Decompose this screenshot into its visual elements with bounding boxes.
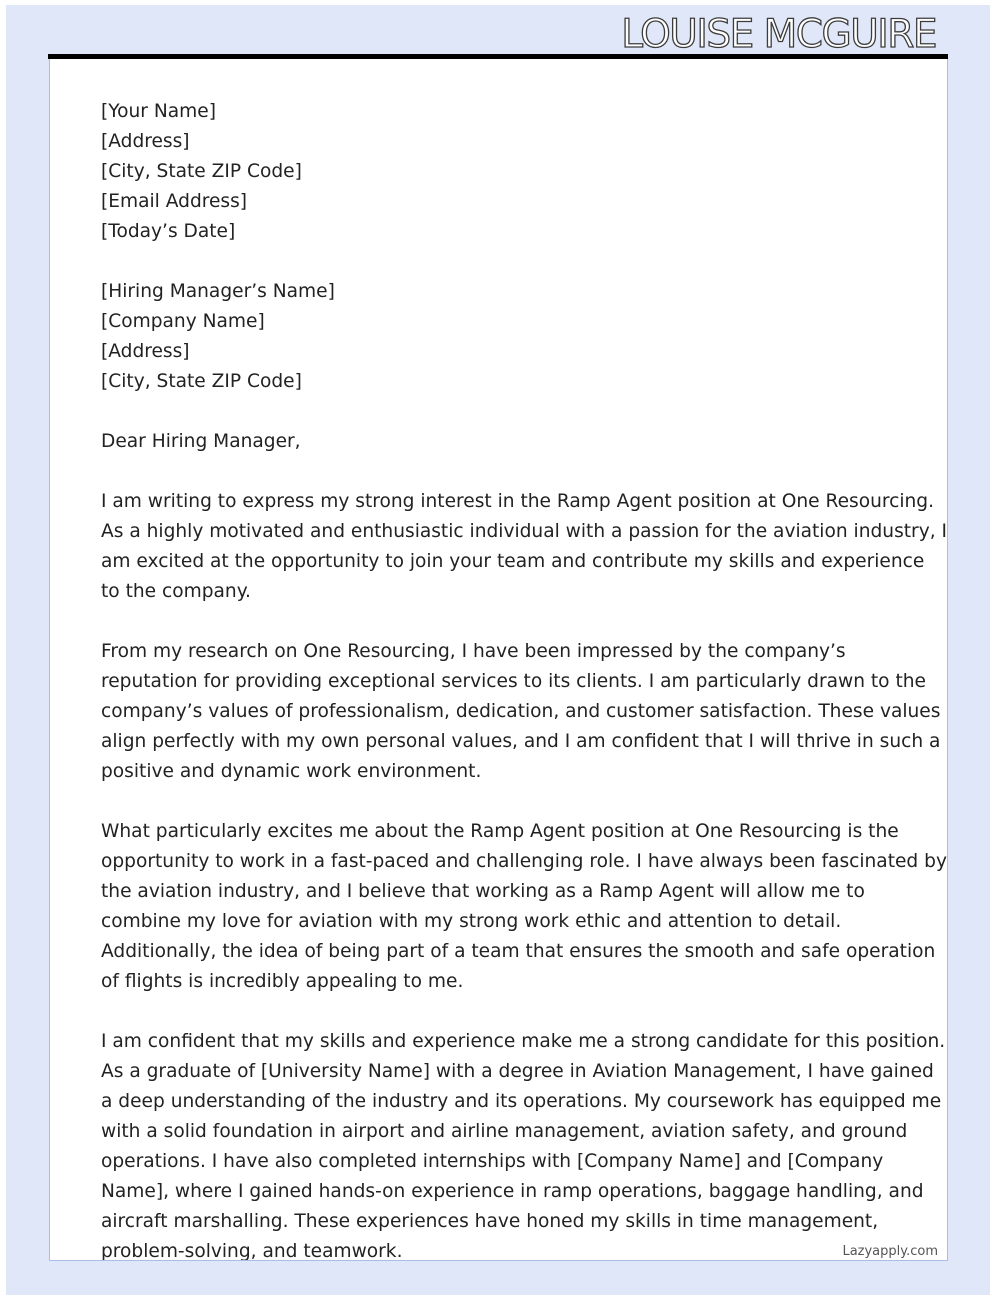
sender-city: [City, State ZIP Code] [101,161,302,182]
sender-name: [Your Name] [101,101,216,122]
applicant-name: LOUISE MCGUIRE [621,12,936,57]
letter-paragraphs [101,487,947,1261]
paragraph-line: reputation for providing exceptional services to its clients. I am particularly drawn to the [101,671,926,692]
paragraph-line: I am writing to express my strong interest in the Ramp Agent position at One Resourcing. [101,491,934,512]
paragraph-line: What particularly excites me about the Ramp Agent position at One Resourcing is the [101,821,899,842]
letter-body [101,97,947,1261]
paragraph-line: the aviation industry, and I believe that working as a Ramp Agent will allow me to [101,881,865,902]
watermark: Lazyapply.com [842,1244,938,1259]
paragraph-line: I am confident that my skills and experience make me a strong candidate for this position. [101,1031,946,1052]
sender-address: [Address] [101,131,190,152]
paragraph-line: to the company. [101,581,251,602]
salutation: Dear Hiring Manager, [101,431,301,452]
sender-email: [Email Address] [101,191,248,212]
paragraph-line: Additionally, the idea of being part of a team that ensures the smooth and safe operation [101,941,936,962]
paragraph-line: combine my love for aviation with my strong work ethic and attention to detail. [101,911,842,932]
letter-paragraph [101,817,947,997]
recipient-city: [City, State ZIP Code] [101,371,302,392]
letter-paragraph [101,1027,946,1261]
paragraph-line: As a highly motivated and enthusiastic individual with a passion for the aviation industry, I [101,521,947,542]
paragraph-line: company’s values of professionalism, dedication, and customer satisfaction. These values [101,701,941,722]
letter-paragraph [101,487,947,607]
paragraph-line: a deep understanding of the industry and its operations. My coursework has equipped me [101,1091,942,1112]
paragraph-line: with a solid foundation in airport and airline management, aviation safety, and ground [101,1121,908,1142]
paragraph-line: From my research on One Resourcing, I have been impressed by the company’s [101,641,846,662]
paragraph-line: Name], where I gained hands-on experience in ramp operations, baggage handling, and [101,1181,924,1202]
paragraph-line: am excited at the opportunity to join your team and contribute my skills and experience [101,551,925,572]
letter-paragraph [101,637,941,787]
paragraph-line: positive and dynamic work environment. [101,761,482,782]
paragraph-line: opportunity to work in a fast-paced and challenging role. I have always been fascinated by [101,851,947,872]
letter-sheet [49,55,948,1261]
paragraph-line: As a graduate of [University Name] with a degree in Aviation Management, I have gained [101,1061,934,1082]
letter-date: [Today’s Date] [101,221,236,242]
recipient-address: [Address] [101,341,190,362]
recipient-company: [Company Name] [101,311,265,332]
paragraph-line: aircraft marshalling. These experiences have honed my skills in time management, [101,1211,879,1232]
paragraph-line: operations. I have also completed internships with [Company Name] and [Company [101,1151,884,1172]
recipient-manager: [Hiring Manager’s Name] [101,281,335,302]
paragraph-line: align perfectly with my own personal values, and I am confident that I will thrive in such a [101,731,941,752]
paragraph-line: of flights is incredibly appealing to me. [101,971,464,992]
paragraph-line: problem-solving, and teamwork. [101,1241,403,1261]
